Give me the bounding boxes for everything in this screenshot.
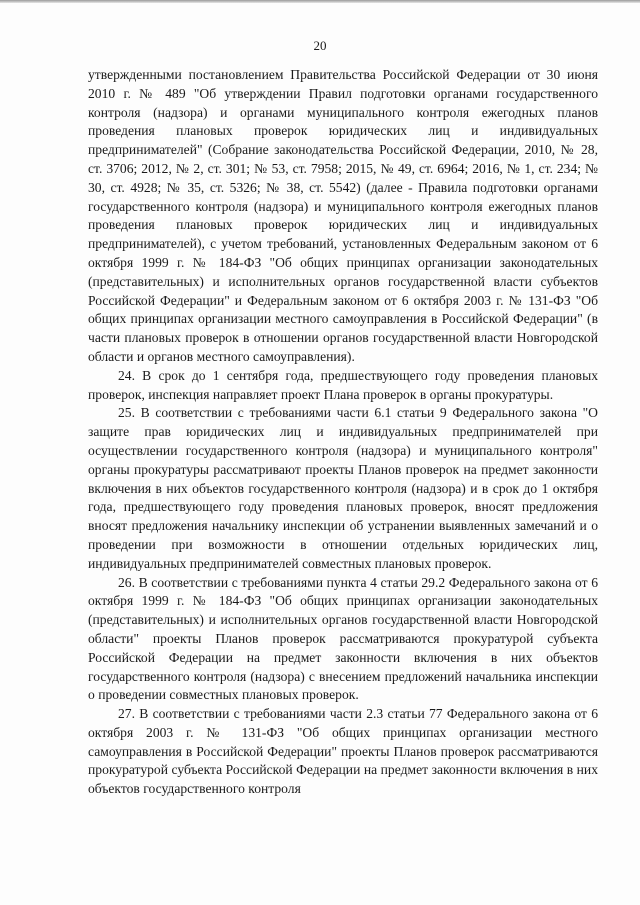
scan-top-edge [0,0,640,3]
document-body [88,66,598,799]
paragraph-continuation: утвержденными постановлением Правительства Российской Федерации от 30 июня 2010 г. № 489 "Об утверждении Правил подготовки органами государственного контроля (надзора) и органами муниципального контроля ежегодных планов проведения плановых проверок юридических лиц и индивидуальных предпринимателей" (Собрание законодательства Российской Федерации, 2010, № 28, ст. 3706; 2012, № 2, ст. 301; № 53, ст. 7958; 2015, № 49, ст. 6964; 2016, № 1, ст. 234; № 30, ст. 4928; № 35, ст. 5326; № 38, ст. 5542) (далее - Правила подготовки органами государственного контроля (надзора) и муниципального контроля ежегодных планов проведения плановых проверок юридических лиц и индивидуальных предпринимателей), с учетом требований, установленных Федеральным законом от 6 октября 1999 г. № 184-ФЗ "Об общих принципах организации законодательных (представительных) и исполнительных органов государственной власти субъектов Российской Федерации" и Федеральным законом от 6 октября 2003 г. № 131-ФЗ "Об общих принципах организации местного самоуправления в Российской Федерации" (в части плановых проверок в отношении органов государственной власти Новгородской области и органов местного самоуправления). [88,67,598,364]
page-number: 20 [313,38,327,53]
paragraph-item-25: 25. В соответствии с требованиями части 6.1 статьи 9 Федерального закона "О защите прав юридических лиц и индивидуальных предпринимателей при осуществлении государственного контроля (надзора) и муниципального контроля" органы прокуратуры рассматривают проекты Планов проверок на предмет законности включения в них объектов государственного контроля (надзора) и в срок до 1 октября года, предшествующего году проведения плановых проверок, вносят предложения вносят предложения начальнику инспекции об устранении выявленных замечаний и о проведении при возможности в отношении отдельных юридических лиц, индивидуальных предпринимателей совместных плановых проверок. [88,405,598,571]
paragraph-item-24: 24. В срок до 1 сентября года, предшествующего году проведения плановых проверок, инспекция направляет проект Плана проверок в органы прокуратуры. [88,367,598,402]
paragraph-item-26: 26. В соответствии с требованиями пункта 4 статьи 29.2 Федерального закона от 6 октября 1999 г. № 184-ФЗ "Об общих принципах организации законодательных (представительных) и исполнительных органов государственной власти Новгородской области" проекты Планов проверок рассматриваются прокуратурой субъекта Российской Федерации на предмет законности включения в них объектов государственного контроля (надзора) с внесением предложений начальника инспекции о проведении совместных плановых проверок. [88,574,598,703]
paragraph-item-27: 27. В соответствии с требованиями части 2.3 статьи 77 Федерального закона от 6 октября 2003 г. № 131-ФЗ "Об общих принципах организации местного самоуправления в Российской Федерации" проекты Планов проверок рассматриваются прокуратурой субъекта Российской Федерации на предмет законности включения в них объектов государственного контроля [88,706,598,797]
